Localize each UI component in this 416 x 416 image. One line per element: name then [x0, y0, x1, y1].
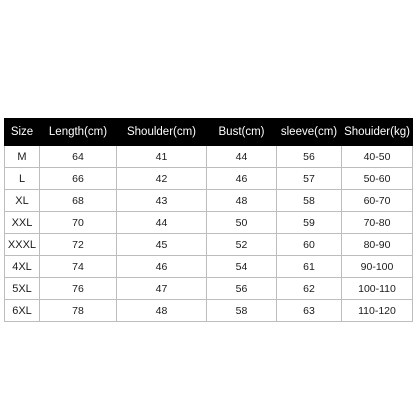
length-cell: 74 [40, 256, 117, 278]
bust-cell: 44 [207, 146, 277, 168]
table-row [5, 212, 413, 234]
shoulder-cell: 43 [117, 190, 207, 212]
table-row [5, 256, 413, 278]
table-row [5, 300, 413, 322]
size-cell: 5XL [5, 278, 40, 300]
table-row [5, 234, 413, 256]
shoulder-cell: 47 [117, 278, 207, 300]
header-length: Length(cm) [40, 119, 117, 146]
length-cell: 76 [40, 278, 117, 300]
weight-cell: 60-70 [342, 190, 413, 212]
shoulder-cell: 48 [117, 300, 207, 322]
bust-cell: 48 [207, 190, 277, 212]
bust-cell: 46 [207, 168, 277, 190]
header-size: Size [5, 119, 40, 146]
shoulder-cell: 45 [117, 234, 207, 256]
length-cell: 70 [40, 212, 117, 234]
length-cell: 64 [40, 146, 117, 168]
shoulder-cell: 46 [117, 256, 207, 278]
bust-cell: 52 [207, 234, 277, 256]
table-row [5, 168, 413, 190]
length-cell: 78 [40, 300, 117, 322]
weight-cell: 70-80 [342, 212, 413, 234]
sleeve-cell: 63 [277, 300, 342, 322]
size-cell: XL [5, 190, 40, 212]
weight-cell: 50-60 [342, 168, 413, 190]
sleeve-cell: 57 [277, 168, 342, 190]
sleeve-cell: 62 [277, 278, 342, 300]
weight-cell: 110-120 [342, 300, 413, 322]
size-cell: XXL [5, 212, 40, 234]
bust-cell: 56 [207, 278, 277, 300]
weight-cell: 100-110 [342, 278, 413, 300]
size-cell: M [5, 146, 40, 168]
bust-cell: 58 [207, 300, 277, 322]
header-shoulder: Shoulder(cm) [117, 119, 207, 146]
sleeve-cell: 60 [277, 234, 342, 256]
size-cell: 4XL [5, 256, 40, 278]
table-row [5, 278, 413, 300]
sleeve-cell: 56 [277, 146, 342, 168]
sleeve-cell: 61 [277, 256, 342, 278]
table-row [5, 146, 413, 168]
weight-cell: 90-100 [342, 256, 413, 278]
size-cell: L [5, 168, 40, 190]
bust-cell: 54 [207, 256, 277, 278]
header-sleeve: sleeve(cm) [277, 119, 342, 146]
length-cell: 66 [40, 168, 117, 190]
length-cell: 68 [40, 190, 117, 212]
shoulder-cell: 42 [117, 168, 207, 190]
size-chart-table [4, 118, 413, 322]
shoulder-cell: 44 [117, 212, 207, 234]
sleeve-cell: 58 [277, 190, 342, 212]
header-weight: Shouider(kg) [342, 119, 413, 146]
header-bust: Bust(cm) [207, 119, 277, 146]
table-row [5, 190, 413, 212]
header-row [5, 119, 413, 146]
length-cell: 72 [40, 234, 117, 256]
shoulder-cell: 41 [117, 146, 207, 168]
bust-cell: 50 [207, 212, 277, 234]
sleeve-cell: 59 [277, 212, 342, 234]
weight-cell: 80-90 [342, 234, 413, 256]
weight-cell: 40-50 [342, 146, 413, 168]
size-cell: 6XL [5, 300, 40, 322]
size-cell: XXXL [5, 234, 40, 256]
